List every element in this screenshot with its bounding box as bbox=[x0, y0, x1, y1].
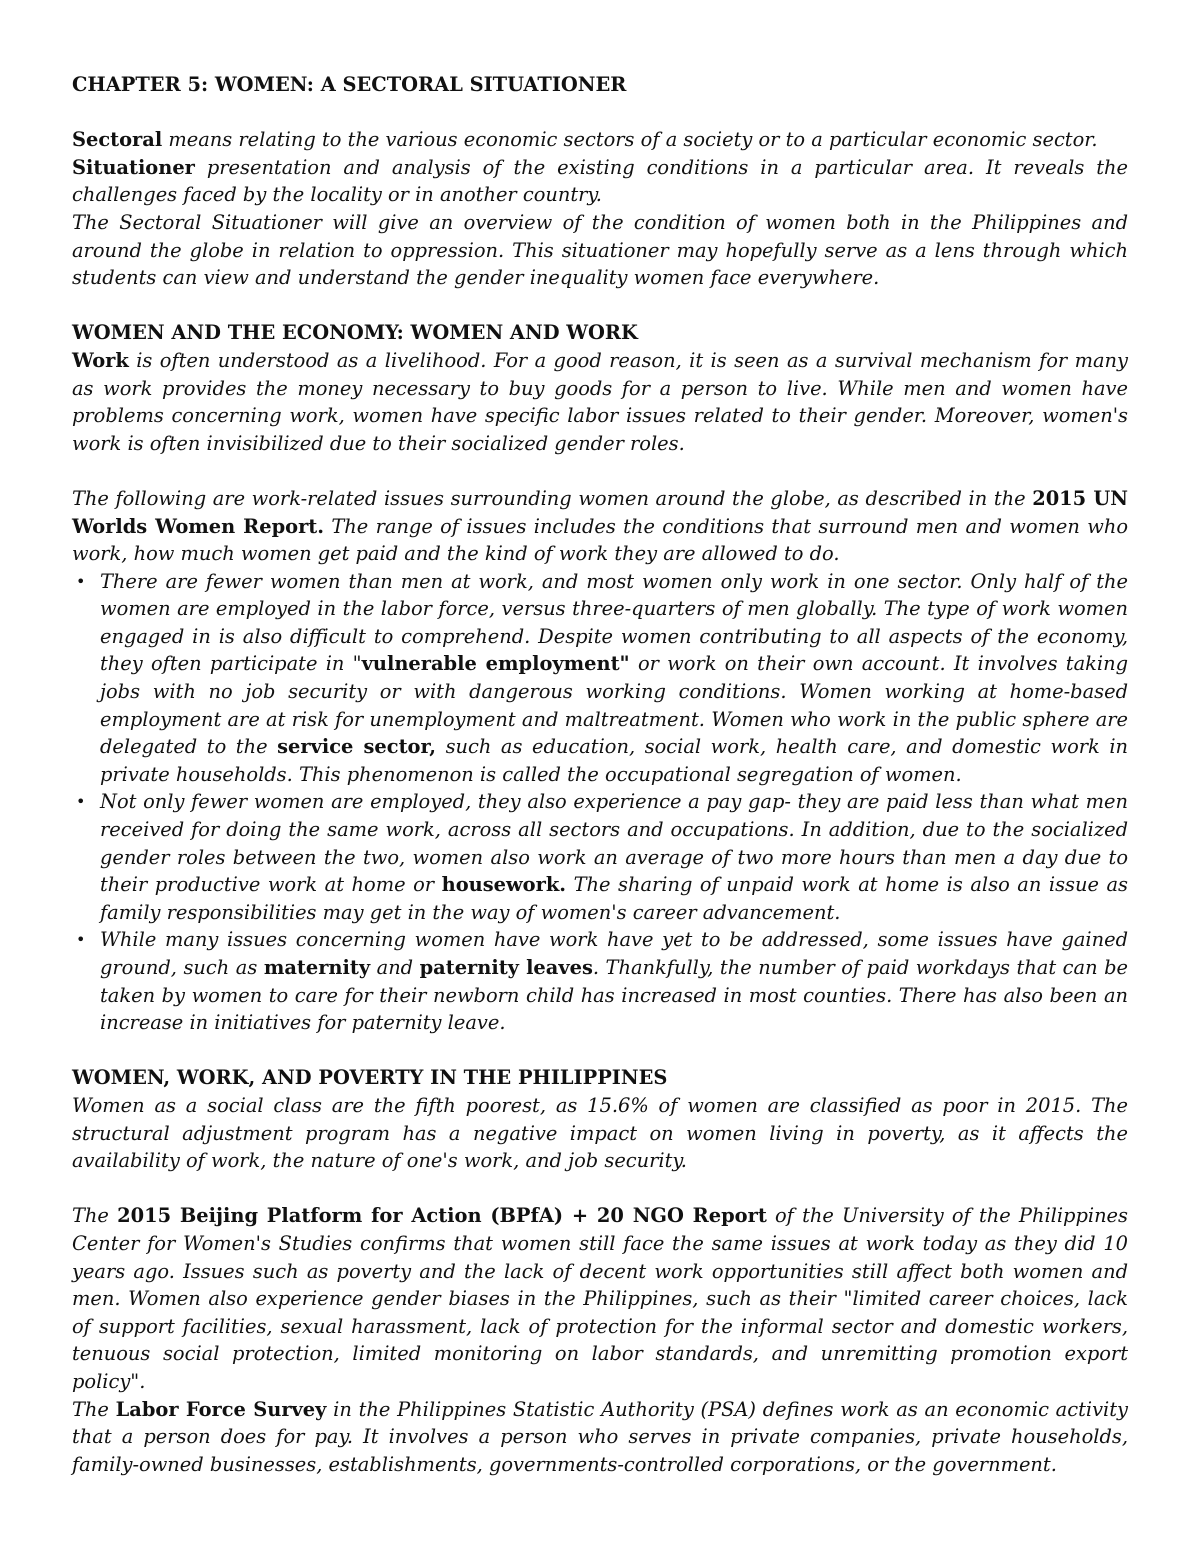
spacer bbox=[72, 292, 1128, 320]
list-item-text: While many issues concerning women have work have yet to be addressed, some issues have gained ground, such as bbox=[100, 928, 1128, 979]
lfs-text-a: The bbox=[72, 1397, 116, 1421]
spacer bbox=[72, 1037, 1128, 1065]
situationer-definition bbox=[72, 154, 1128, 209]
service-sector-term: service sector, bbox=[277, 735, 437, 759]
situationer-term: Situationer bbox=[72, 155, 195, 179]
poverty-paragraph: Women as a social class are the fifth poorest, as 15.6% of women are classified as poor in 2015. The structural adjustment program has a negative impact on women living in poverty, as it affects the availability of work, the nature of one's work, and job security. bbox=[72, 1093, 1128, 1173]
section-heading-economy: WOMEN AND THE ECONOMY: WOMEN AND WORK bbox=[72, 321, 638, 345]
lfs-paragraph bbox=[72, 1396, 1128, 1479]
list-item-text: . Thankfully, the number of paid workdays that can be taken by women to care for their newborn child has increased in most counties. There has also been an increase in initiatives for paternity leave. bbox=[100, 956, 1128, 1035]
work-issues-list bbox=[72, 568, 1128, 1037]
list-item-text: The sharing of unpaid work at home is also an issue as family responsibilities may get in the way of women's career advancement. bbox=[100, 873, 1128, 924]
spacer bbox=[72, 457, 1128, 485]
maternity-term: maternity bbox=[263, 956, 371, 979]
work-term: Work bbox=[72, 348, 129, 372]
work-def-text: is often understood as a livelihood. For a good reason, it is seen as a survival mechanism for many as work provides the money necessary to buy goods for a person to live. While men and women have problems concerning work, women have specific labor issues related to their gender. Moreover, women's work is often invisibilized due to their socialized gender roles. bbox=[72, 348, 1128, 455]
section-heading-poverty: WOMEN, WORK, AND POVERTY IN THE PHILIPPINES bbox=[72, 1066, 668, 1090]
bpfa-text-a: The bbox=[72, 1204, 118, 1228]
work-definition bbox=[72, 347, 1128, 457]
list-item-text: There are fewer women than men at work, and most women only work in one sector. Only half of the women are employed in the labor force, versus three-quarters of men globally. The type of work women engaged in is also difficult to comprehend. Despite women contributing to all aspects of the economy, they often participate in " bbox=[100, 569, 1128, 676]
un-report-name: 2015 UN Worlds Women Report. bbox=[72, 486, 1128, 538]
bullet-icon: • bbox=[76, 792, 86, 812]
lfs-text-c: in the Philippines Statistic Authority (PSA) defines work as an economic activity that a person does for pay. It involves a person who serves in private companies, private households, family-owned businesses, establishments, governments-controlled corporations, or the government. bbox=[72, 1397, 1128, 1476]
un-report-text-b: The range of issues includes the conditions that surround men and women who work, how much women get paid and the kind of work they are allowed to do. bbox=[72, 514, 1128, 566]
list-item bbox=[76, 788, 1128, 926]
sectoral-term: Sectoral bbox=[72, 128, 163, 152]
overview-paragraph: The Sectoral Situationer will give an overview of the condition of women both in the Philippines and around the globe in relation to oppression. This situationer may hopefully serve as a lens through which students can view and understand the gender inequality women face everywhere. bbox=[72, 210, 1128, 290]
paternity-leaves-term: paternity leaves bbox=[419, 956, 593, 979]
bpfa-text-c: of the University of the Philippines Center for Women's Studies confirms that women still face the same issues at work today as they did 10 years ago. Issues such as poverty and the lack of decent work opportunities still affect both women and men. Women also experience gender biases in the Philippines, such as their "limited career choices, lack of support facilities, sexual harassment, lack of protection for the informal sector and domestic workers, tenuous social protection, limited monitoring on labor standards, and unremitting promotion export policy". bbox=[72, 1204, 1128, 1393]
spacer bbox=[72, 99, 1128, 127]
list-item bbox=[76, 926, 1128, 1036]
sectoral-def-text: means relating to the various economic sectors of a society or to a particular economic sector. bbox=[162, 128, 1098, 152]
un-report-text-a: The following are work-related issues surrounding women around the globe, as described in the bbox=[72, 486, 1033, 510]
spacer bbox=[72, 1175, 1128, 1203]
list-item-text: and bbox=[370, 956, 420, 979]
list-item-text: Not only fewer women are employed, they also experience a pay gap- they are paid less than what men received for doing the same work, across all sectors and occupations. In addition, due to the socialized gender roles between the two, women also work an average of two more hours than men a day due to their productive work at home or bbox=[100, 790, 1128, 897]
vulnerable-employment-term: vulnerable employment" bbox=[361, 652, 630, 676]
list-item-text: such as education, social work, health care, and domestic work in private households. This phenomenon is called the occupational segregation of women. bbox=[100, 735, 1129, 786]
situationer-def-text: presentation and analysis of the existing conditions in a particular area. It reveals the challenges faced by the locality or in another country. bbox=[72, 155, 1128, 207]
list-item-text: or work on their own account. It involves taking jobs with no job security or with dangerous working conditions. Women working at home-based employment are at risk for unemployment and maltreatment. Women who work in the public sphere are delegated to the bbox=[100, 652, 1129, 759]
bpfa-paragraph bbox=[72, 1202, 1128, 1395]
bullet-icon: • bbox=[76, 571, 86, 591]
sectoral-definition bbox=[72, 126, 1128, 154]
chapter-title: CHAPTER 5: WOMEN: A SECTORAL SITUATIONER bbox=[72, 73, 627, 96]
housework-term: housework. bbox=[441, 873, 567, 897]
bullet-icon: • bbox=[76, 930, 86, 950]
list-item bbox=[76, 568, 1129, 789]
lfs-name: Labor Force Survey bbox=[115, 1397, 327, 1421]
un-report-paragraph bbox=[72, 485, 1128, 568]
bpfa-report-name: 2015 Beijing Platform for Action (BPfA) + 20 NGO Report bbox=[117, 1204, 767, 1228]
